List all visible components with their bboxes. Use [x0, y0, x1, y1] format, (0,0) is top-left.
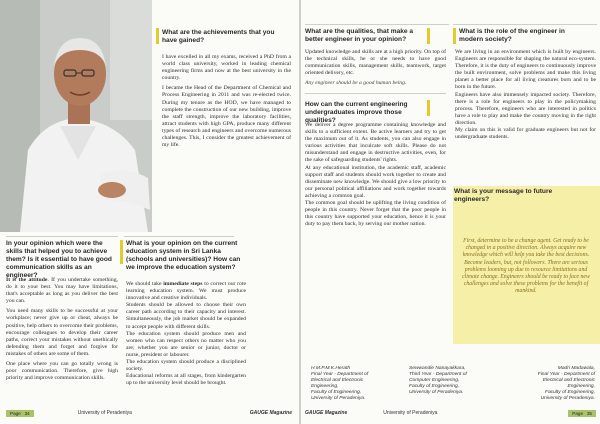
question-achievements: What are the achievements that you have gained?	[162, 29, 275, 44]
author-line: Faculty of Engineering,	[409, 384, 460, 390]
author-2	[409, 366, 499, 396]
paragraph: We deliver a degree programme containing knowledge and skills to a sufficient extent. Be active learners and try to get the maximum out of it. As students, you can also engage in various activities that inculcate soft skills. Please do not misunderstand and engage in destructive activities, even, for the sake of safeguarding students' rights.	[305, 122, 446, 164]
answer-skills	[6, 277, 118, 382]
author-line: Electrical and Electronic	[542, 378, 595, 384]
author-line: University of Peradeniya.	[409, 390, 464, 396]
question-qualities: What are the qualities, that make a better engineer in your opinion?	[305, 28, 414, 43]
paragraph: We should take	[126, 281, 164, 287]
author-line: Engineering,	[311, 384, 339, 390]
author-line: University of Peradeniya.	[540, 396, 595, 402]
divider	[124, 236, 234, 237]
answer-improve-qualities	[305, 122, 446, 228]
author-name: Madri Madawala,	[557, 366, 595, 371]
author-line: Computer Engineering,	[409, 378, 460, 384]
magazine-name: GAUGE Magazine	[249, 410, 292, 416]
question-improve-qualities: How can the current engineering undergraduates improve those qualities?	[305, 101, 408, 124]
author-line: Final Year - Department of	[311, 372, 369, 378]
page-tag	[568, 410, 596, 417]
accent-bar	[453, 28, 456, 44]
accent-bar	[156, 28, 159, 44]
question-role-of-engineer: What is the role of the engineer in modern society?	[459, 28, 565, 43]
paragraph: The common goal should be uplifting the living condition of people in this country. Never forget that the poor people in this country have supported your education, hence it is your duty to pay them back, by serving our mother nation.	[305, 200, 446, 228]
answer-qualities: Updated knowledge and skills are at a high priority. On top of the technical skills, he or she needs to have good communication skills, management skills, teamwork, target oriented delivery, etc.	[305, 49, 446, 77]
author-name: H.M.P.M.K.Herath	[311, 366, 351, 371]
author-3	[501, 366, 595, 403]
author-1	[311, 366, 401, 403]
lead-phrase: It is the attitude	[6, 277, 48, 283]
author-line: Electrical and Electronic	[311, 378, 364, 384]
author-line: Faculty of Engineering,	[544, 390, 595, 396]
divider	[6, 236, 118, 237]
paragraph: Engineers have also immensely impacted society. Therefore, there is a role for engineers to play in the policymaking process. Therefore, engineers who are interested in politics have a role to play and make the country moving in the right direction.	[455, 91, 596, 126]
paragraph: The education system should produce a disciplined society.	[126, 359, 246, 373]
author-name: Sewwandie Nanayakkara,	[409, 366, 466, 371]
paragraph: I became the Head of the Department of Chemical and Process Engineering in 2011 and was re-elected twice. During my tenure as the HOD, we have managed to complete the construction of our new building, improve the staff strength, improve the laboratory facilities, attract students with high GPA, produce many different types of research and engineers and overcome numerous challenges. This, I consider the greatest achievement of my life.	[162, 85, 291, 149]
author-line: Faculty of Engineering,	[311, 390, 362, 396]
divider	[305, 93, 446, 94]
divider	[453, 24, 597, 25]
left-footer	[6, 408, 296, 418]
interviewee-photo	[0, 0, 152, 232]
page-number: 35	[586, 410, 592, 416]
page-label: Page	[572, 410, 584, 416]
page-label: Page	[10, 410, 21, 416]
paragraph: The education system should produce men and women who can respect others no matter who you are; whether you are senior or junior, doctor or nurse, president or labourer.	[126, 330, 246, 358]
author-line: University of Peradeniya.	[311, 396, 366, 402]
emphasis: immediate steps	[163, 281, 203, 287]
paragraph: My claim on this is valid for graduate engineers but not for undergraduate students.	[455, 127, 596, 141]
author-line: Final Year - Department of	[537, 372, 595, 378]
answer-achievements	[162, 54, 291, 149]
question-skills: In your opinion which were the skills that helped you to achieve them? Is it essential to have good communication skills as an engineer?	[6, 240, 112, 279]
magazine-name: GAUGE Magazine	[305, 410, 348, 416]
author-line: Third Year - Department of	[409, 372, 467, 378]
answer-role-of-engineer	[455, 49, 596, 141]
quote: Any engineer should be a good human being.	[305, 80, 407, 86]
accent-bar	[120, 240, 123, 264]
paragraph: to correct our rote learning education system. We must produce innovative and creative individuals.	[126, 281, 247, 302]
paragraph: Students should be allowed to choose their own career path according to their capacity and interest. Simultaneously, the job market should be expanded to accept people with different skills.	[126, 302, 246, 330]
paragraph: We are living in an environment which is built by engineers. Engineers are responsible for shaping the natural eco-system. Therefore, it is the duty of engineers to continuously improve the built environment, solve problems and make this living planet a better place for all living creatures born and to be born in the future.	[455, 49, 596, 91]
paragraph: You need many skills to be successful at your workplace; never give up or cheat, always be positive, help others to overcome their problems, encourage colleagues to develop their career paths, correct your mistakes without unethically defending them and forget and forgive for mistakes of others are some of them.	[6, 308, 118, 357]
paragraph: At any educational institution, the academic staff, academic support staff and students should work together to create and disseminate new knowledge. We should give a low priority to our personal political affiliations and work together towards achieving a common goal.	[305, 164, 446, 199]
left-page	[0, 0, 299, 424]
question-message: What is your message to future engineers?	[454, 188, 553, 203]
accent-bar	[427, 28, 430, 44]
paragraph: . If you undertake something, do it to your best. You may have limitations, that's acceptable as long as you deliver the best you can.	[6, 277, 118, 305]
author-line: Engineering,	[567, 384, 595, 390]
university-name: University of Peradeniya	[77, 410, 132, 416]
accent-bar	[427, 100, 430, 116]
question-education-system: What is your opinion on the current education system in Sri Lanka (schools and universities)? How can we improve the education system?	[126, 240, 241, 271]
divider	[305, 24, 449, 25]
page-tag	[6, 410, 34, 417]
answer-education-system	[126, 281, 246, 387]
right-page	[301, 0, 600, 424]
university-name: University of Peradeniya	[383, 410, 438, 416]
paragraph: One place where you can go totally wrong is poor communication. Therefore, give high priority and improve communication skills.	[6, 361, 118, 382]
paragraph: I have excelled in all my exams, received a PhD from a world class university, worked in leading chemical engineering firms and now at the best university in the country.	[162, 54, 291, 82]
page-number: 34	[24, 410, 30, 416]
paragraph: Educational reforms at all stages, from kindergarten up to the university level should be brought.	[126, 373, 246, 387]
right-footer	[305, 408, 596, 418]
answer-message: First, determine to be a change agent. Get ready to be changed in a positive direction. Always acquire new knowledge which will help you take the best decisions. Become leaders, but, not followers. There are serious problems looming up due to resource limitations and climate change. Engineers should be ready to face new challenges and solve these problems for the benefit of mankind.	[462, 238, 590, 295]
